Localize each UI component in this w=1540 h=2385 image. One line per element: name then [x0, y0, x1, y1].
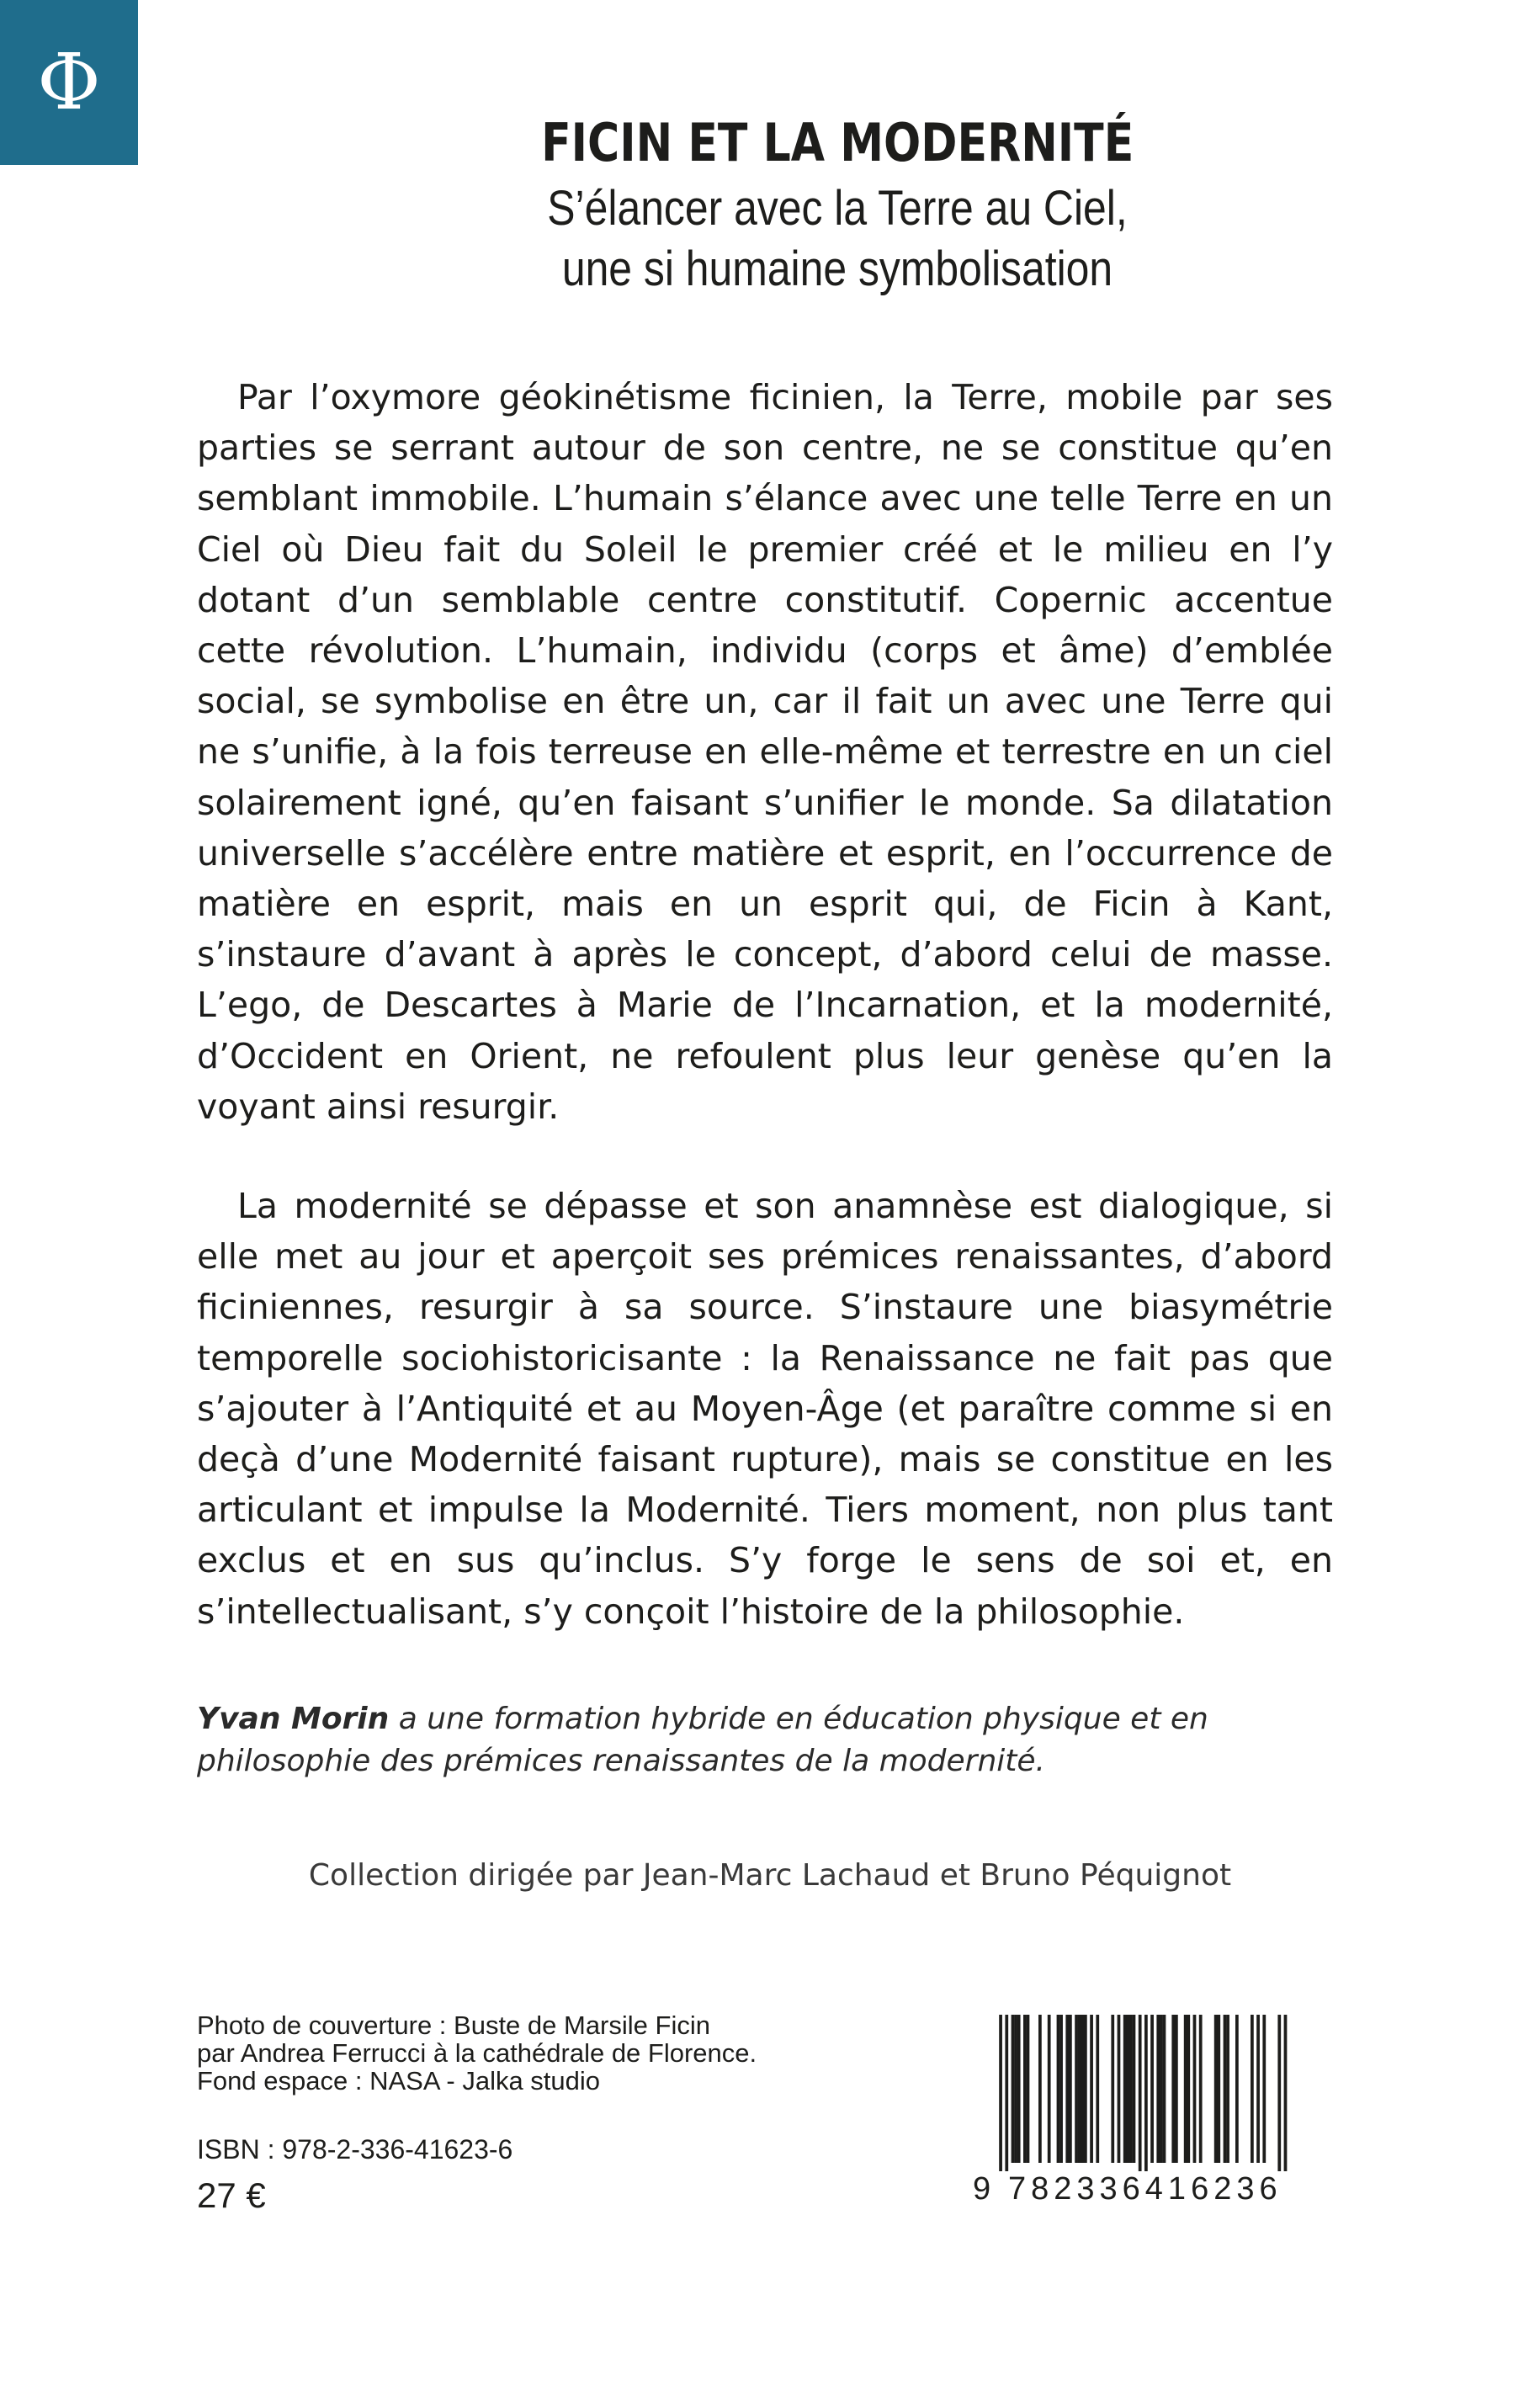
author-name: Yvan Morin	[197, 1702, 390, 1736]
barcode-bar	[1023, 2015, 1027, 2163]
barcode-bar	[1048, 2015, 1051, 2163]
barcode-bar	[1129, 2015, 1133, 2163]
barcode-bar	[1163, 2015, 1166, 2163]
book-price: 27 €	[197, 2175, 266, 2215]
barcode-bar	[1096, 2015, 1099, 2163]
credits-line-3: Fond espace : NASA - Jalka studio	[197, 2066, 601, 2096]
barcode-bar	[1084, 2015, 1087, 2163]
barcode-bar	[1156, 2015, 1160, 2163]
book-title: FICIN ET LA MODERNITÉ	[540, 112, 1134, 173]
barcode-bar	[1069, 2015, 1072, 2163]
barcode-bar	[1284, 2015, 1288, 2171]
phi-logo-icon: Φ	[37, 37, 101, 127]
photo-credits	[197, 2011, 757, 2095]
barcode-bar	[1193, 2015, 1197, 2163]
blurb-paragraph-2: La modernité se dépasse et son anamnèse est dialogique, si elle met au jour et aperçoit ses prémices renaissantes, d’abord ficiniennes, resurgir à sa source. S’instaure une biasymétrie temporelle sociohistoricisante : la Renaissance ne fait pas que s’ajouter à l’Antiquité et au Moyen-Âge (et paraître comme si en deçà d’une Modernité faisant rupture), mais se constitue en les articulant et impulse la Modernité. Tiers moment, non plus tant exclus et en sus qu’inclus. S’y forge le sens de soi et, en s’intellectualisant, s’y conçoit l’histoire de la philosophie.	[197, 1186, 1333, 1632]
barcode-bar	[1214, 2015, 1218, 2163]
book-subtitle-line-2: une si humaine symbolisation	[561, 242, 1113, 296]
barcode-bar	[1118, 2015, 1121, 2163]
barcode-bar	[1184, 2015, 1187, 2163]
barcode-bar	[1224, 2015, 1227, 2163]
barcode-bar	[1059, 2015, 1063, 2163]
book-subtitle-line-1: S’élancer avec la Terre au Ciel,	[547, 181, 1128, 236]
barcode-bar	[1005, 2015, 1008, 2171]
barcode-bar	[1139, 2015, 1142, 2171]
book-header	[0, 108, 1540, 300]
barcode-bar	[1014, 2015, 1017, 2163]
credits-line-2: par Andrea Ferrucci à la cathédrale de Florence.	[197, 2038, 757, 2068]
barcode-bar	[1187, 2015, 1190, 2163]
barcode-bar	[1235, 2015, 1239, 2163]
barcode-bar	[1175, 2015, 1178, 2163]
barcode-bar	[1126, 2015, 1129, 2163]
barcode-bar	[1090, 2015, 1093, 2163]
blurb-paragraph-1: Par l’oxymore géokinétisme ficinien, la Terre, mobile par ses parties se serrant autour de son centre, ne se constitue qu’en semblant immobile. L’humain s’élance avec une telle Terre en un Ciel où Dieu fait du Soleil le premier créé et le milieu en l’y dotant d’un semblable centre constitutif. Copernic accentue cette révolution. L’humain, individu (corps et âme) d’emblée social, se symbolise en être un, car il fait un avec une Terre qui ne s’unifie, à la fois terreuse en elle-même et terrestre en un ciel solairement igné, qu’en faisant s’unifier le monde. Sa dilatation universelle s’accélère entre matière et esprit, en l’occurrence de matière en esprit, mais en un esprit qui, de Ficin à Kant, s’instaure d’avant à après le concept, d’abord celui de masse. L’ego, de Descartes à Marie de l’Incarnation, et la modernité, d’Occident en Orient, ne refoulent plus leur genèse qu’en la voyant ainsi resurgir.	[197, 377, 1333, 1127]
collection-note: Collection dirigée par Jean-Marc Lachaud et Bruno Péquignot	[308, 1858, 1232, 1893]
back-cover-blurb	[197, 372, 1333, 1637]
barcode-lead-digit: 9	[973, 2171, 996, 2207]
barcode-bar	[1027, 2015, 1030, 2163]
author-bio	[197, 1698, 1341, 1782]
author-bio-text: a une formation hybride en éducation physique et en philosophie des prémices renaissantes de la modernité.	[197, 1702, 1208, 1778]
barcode-bar	[1017, 2015, 1021, 2163]
barcode-bar	[1111, 2015, 1114, 2163]
barcode-bar	[1277, 2015, 1281, 2171]
barcode-bar	[1144, 2015, 1148, 2171]
barcode-bar	[1226, 2015, 1229, 2163]
barcode-bar	[1171, 2015, 1175, 2163]
credits-line-1: Photo de couverture : Buste de Marsile Ficin	[197, 2011, 710, 2040]
barcode-bar	[1160, 2015, 1163, 2163]
barcode-bar	[1133, 2015, 1136, 2163]
barcode-bar	[1217, 2015, 1220, 2163]
barcode-bar	[999, 2015, 1002, 2171]
barcode	[971, 2013, 1325, 2215]
barcode-bar	[1057, 2015, 1060, 2163]
barcode-bar	[1065, 2015, 1069, 2163]
barcode-bar	[1256, 2015, 1260, 2163]
barcode-bar	[1251, 2015, 1254, 2163]
barcode-bar	[1262, 2015, 1266, 2163]
barcode-bar	[1081, 2015, 1084, 2163]
barcode-bar	[1078, 2015, 1081, 2163]
barcode-bar	[1199, 2015, 1203, 2163]
barcode-bar	[1123, 2015, 1127, 2163]
barcode-bar	[1150, 2015, 1154, 2163]
isbn-number: ISBN : 978-2-336-41623-6	[197, 2134, 513, 2165]
barcode-main-digits: 782336416236	[1008, 2171, 1282, 2207]
barcode-bars-icon	[971, 2013, 1325, 2173]
barcode-bar	[1012, 2015, 1015, 2163]
barcode-bar	[1038, 2015, 1042, 2163]
barcode-bar	[1075, 2015, 1078, 2163]
